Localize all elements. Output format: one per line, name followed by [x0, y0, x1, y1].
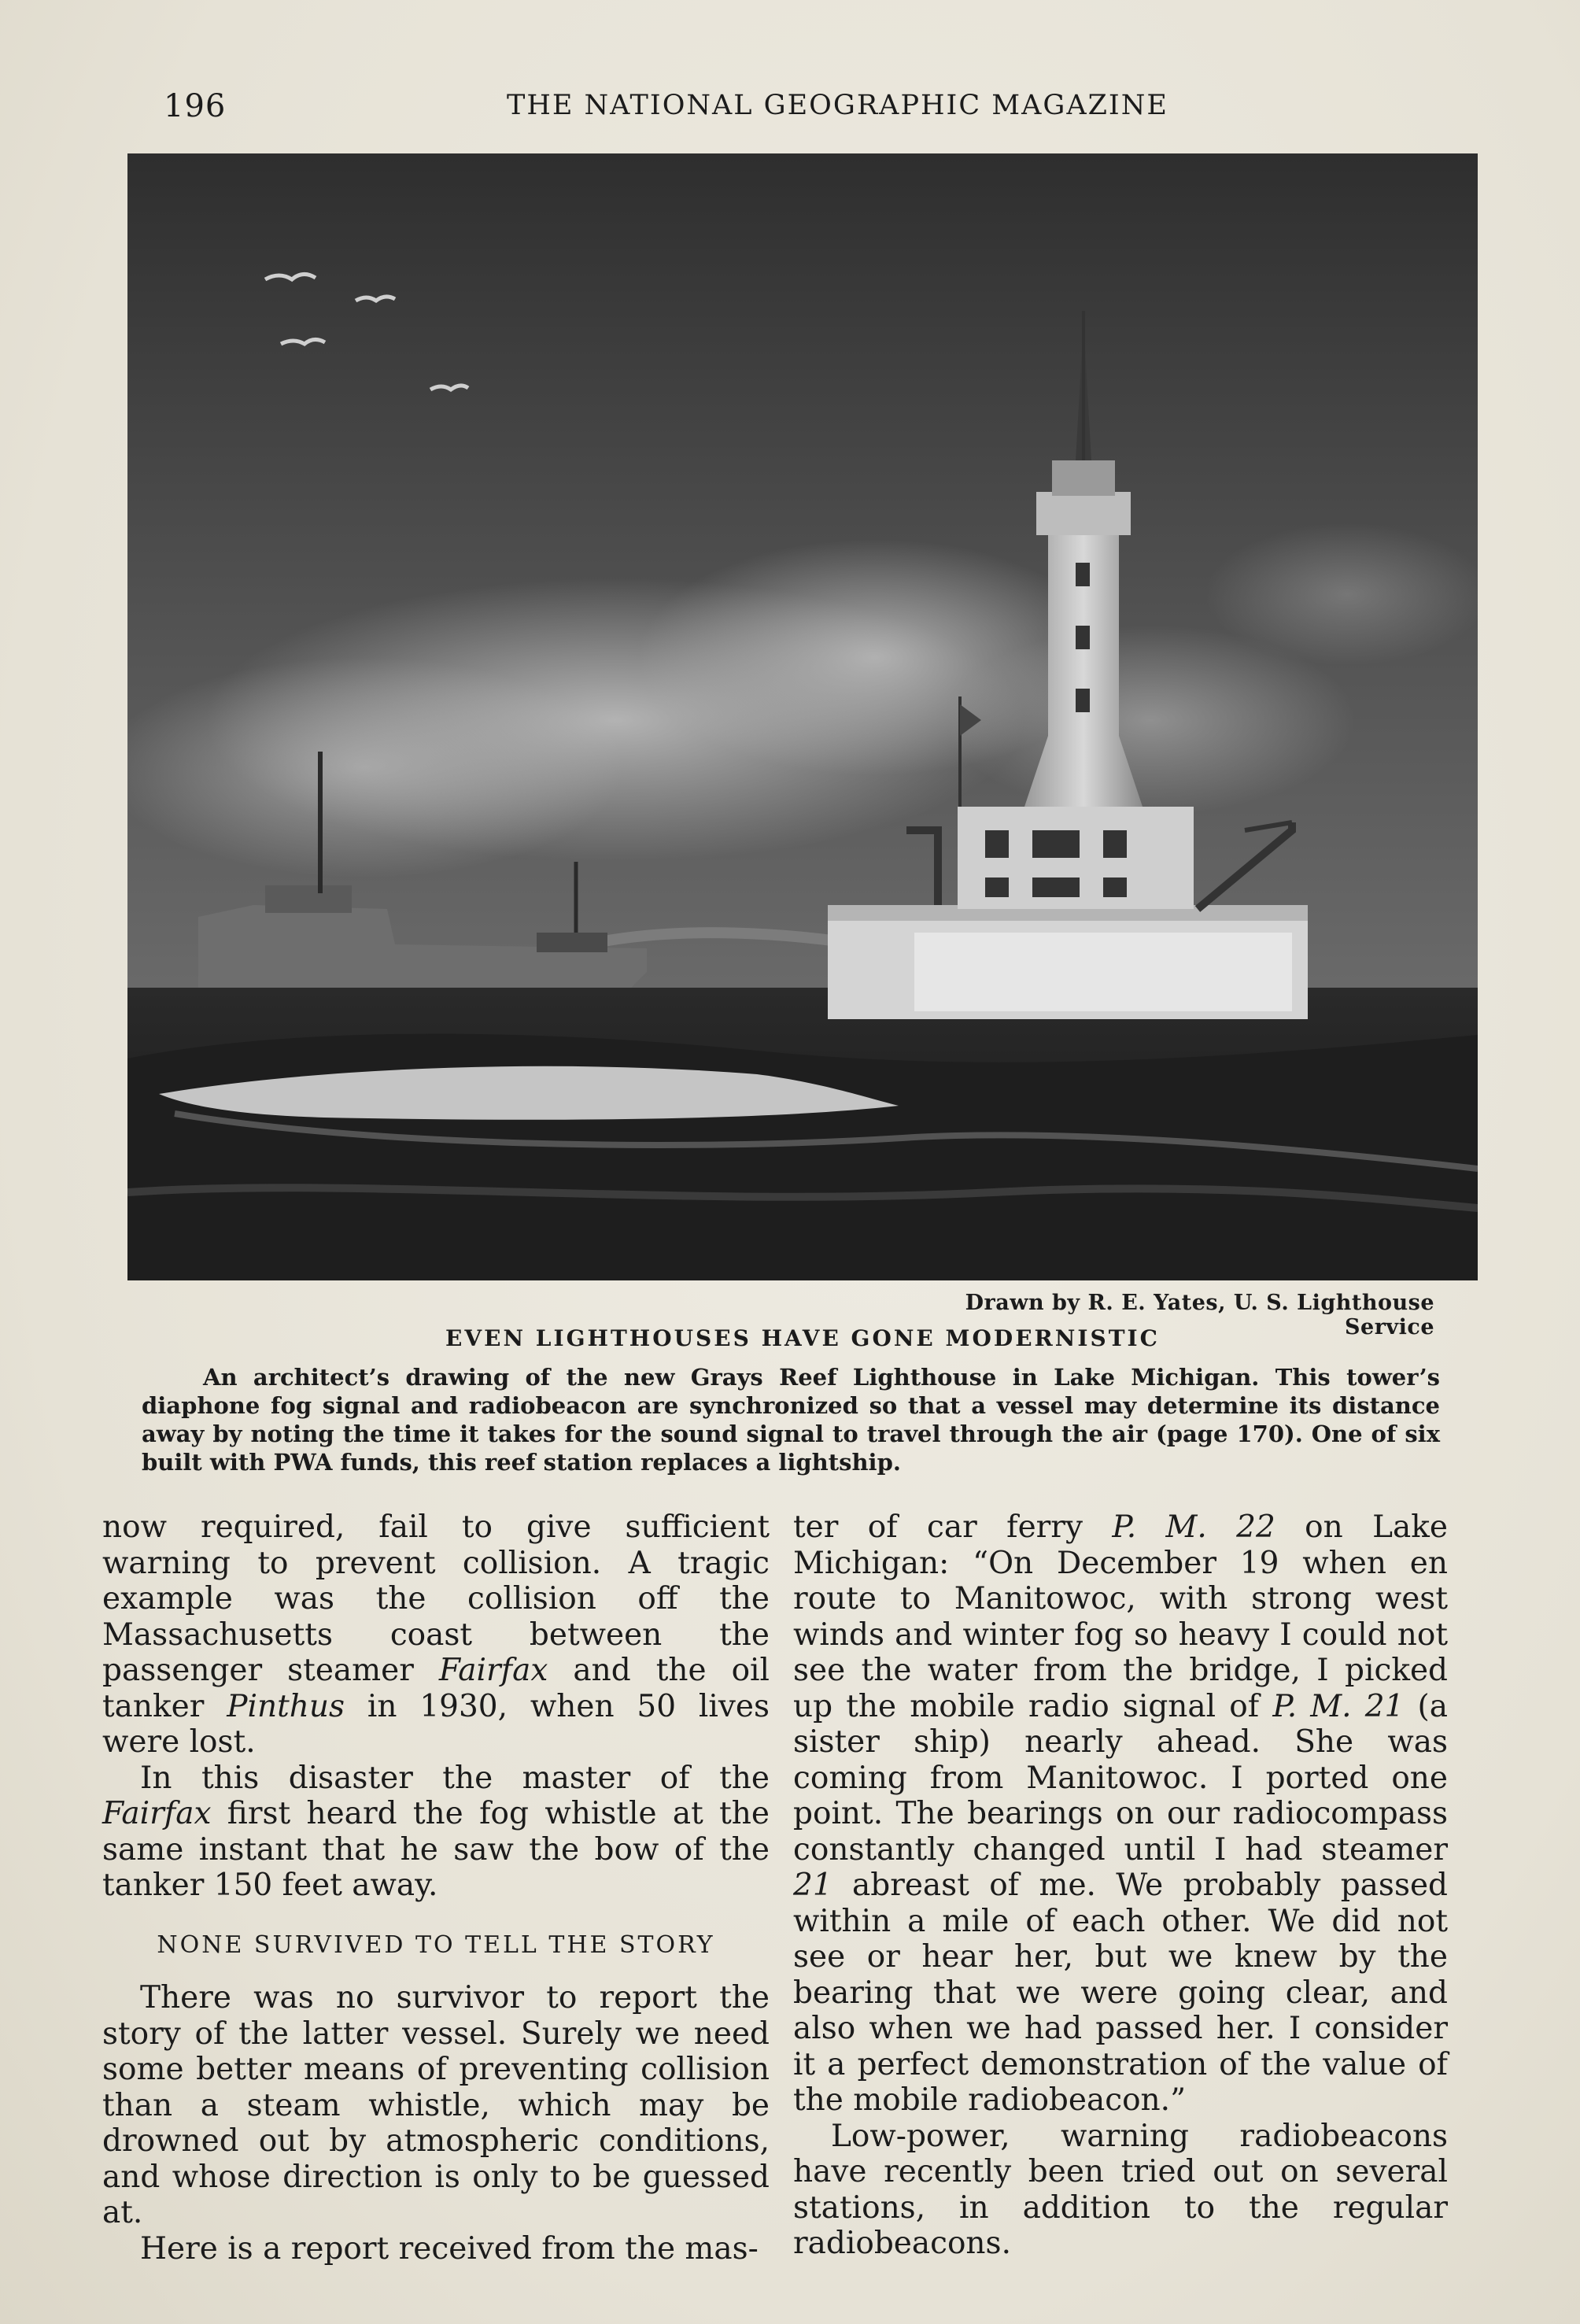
- lighthouse-drawing: [127, 153, 1478, 1280]
- caption-body: An architect’s drawing of the new Grays Reef Lighthouse in Lake Michigan. This tower’s diaphone fog signal and radiobeacon are synchronized so that a vessel may determine its distance away by noting the time it takes for the sound signal to travel through the air (page 170). One of six built with PWA funds, this reef station replaces a lightship.: [142, 1364, 1440, 1476]
- left-column: [102, 1509, 770, 2267]
- text-run: (a sister ship) nearly ahead. She was coming from Manitowoc. I ported one point. The bearings on our radiocompass constantly changed until I had steamer: [793, 1688, 1448, 1868]
- right-paragraph-2: Low-power, warning radiobeacons have recently been tried out on several stations, in addition to the regular radiobeacons.: [793, 2118, 1448, 2261]
- text-run: in 1930, when 50 lives were lost.: [102, 1688, 770, 1760]
- ship-name: Fairfax: [438, 1653, 548, 1688]
- illustration-credit: Drawn by R. E. Yates, U. S. Lighthouse Service: [965, 1291, 1434, 1339]
- left-paragraph-3: There was no survivor to report the story of the latter vessel. Surely we need some better means of preventing collision than a steam whistle, which may be drowned out by atmospheric conditions, and whose direction is only to be guessed at.: [102, 1980, 770, 2230]
- caption-title: EVEN LIGHTHOUSES HAVE GONE MODERNISTIC: [445, 1325, 1160, 1351]
- left-paragraph-2: [102, 1761, 770, 1904]
- ship-name: 21: [793, 1868, 832, 1903]
- text-run: abreast of me. We probably passed within a mile of each other. We did not see or hear her, but we knew by the bearing that we were going clear, and also when we had passed her. I consider it a perfect demonstration of the value of the mobile radiobeacon.”: [793, 1868, 1448, 2118]
- text-run: now required, fail to give sufficient warning to prevent collision. A tragic example was the collision off the Massachusetts coast between the passenger steamer: [102, 1509, 770, 1688]
- ship-name: P. M. 22: [1112, 1509, 1275, 1545]
- ship-name: P. M. 21: [1272, 1688, 1405, 1724]
- right-paragraph-1: [793, 1509, 1448, 2119]
- right-column: [793, 1509, 1448, 2262]
- text-run: on Lake Michigan: “On December 19 when en route to Manitowoc, with strong west winds and winter fog so heavy I could not see the water from the bridge, I picked up the mobile radio signal of: [793, 1509, 1448, 1724]
- lighthouse-illustration: [127, 153, 1478, 1280]
- page-header: [164, 88, 1454, 135]
- text-run: first heard the fog whistle at the same instant that he saw the bow of the tanker 150 feet away.: [102, 1796, 770, 1903]
- ship-name: Pinthus: [227, 1688, 345, 1724]
- left-paragraph-1: [102, 1509, 770, 1761]
- text-run: In this disaster the master of the: [140, 1760, 770, 1796]
- text-run: ter of car ferry: [793, 1509, 1113, 1545]
- page-number: 196: [164, 88, 227, 124]
- section-subhead: NONE SURVIVED TO TELL THE STORY: [157, 1931, 715, 1959]
- left-paragraph-4: Here is a report received from the mas-: [140, 2230, 759, 2267]
- ship-name: Fairfax: [102, 1796, 212, 1831]
- text-run: and the oil tanker: [102, 1653, 770, 1724]
- running-head: THE NATIONAL GEOGRAPHIC MAGAZINE: [507, 90, 1168, 121]
